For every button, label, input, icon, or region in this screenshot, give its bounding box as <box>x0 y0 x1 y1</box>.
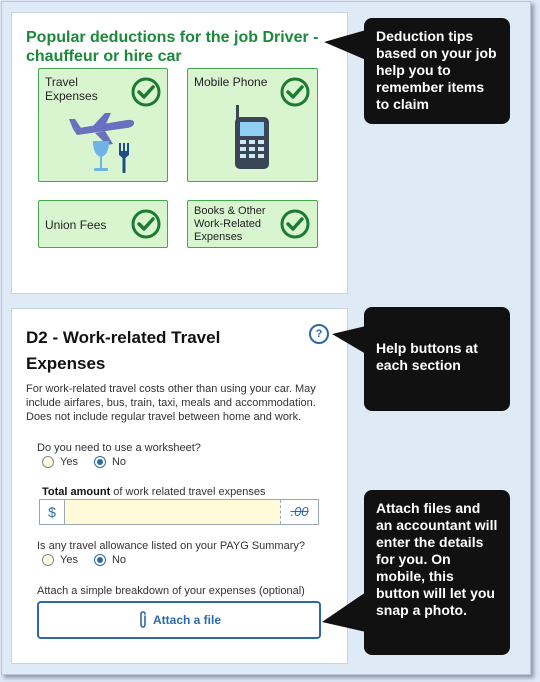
amount-input[interactable] <box>65 500 280 524</box>
paperclip-icon <box>137 611 149 629</box>
radio-label: Yes <box>60 554 78 566</box>
travel-icon <box>67 111 147 177</box>
worksheet-no-radio[interactable] <box>94 456 106 468</box>
callout-pointer <box>330 320 366 360</box>
check-icon <box>131 77 161 107</box>
attach-callout: Attach files and an accountant will enter the details for you. On mobile, this button will let you snap a photo. <box>364 490 510 655</box>
tile-union-fees[interactable] <box>38 200 168 248</box>
worksheet-options <box>42 456 142 468</box>
currency-symbol: $ <box>40 500 65 524</box>
tile-label: Travel Expenses <box>45 75 98 103</box>
tile-label: Mobile Phone <box>194 75 268 89</box>
tips-callout: Deduction tips based on your job help you to remember items to claim <box>364 18 510 124</box>
help-button[interactable]: ? <box>309 324 329 344</box>
worksheet-yes-radio[interactable] <box>42 456 54 468</box>
deductions-title: Popular deductions for the job Driver - chauffeur or hire car <box>26 29 319 65</box>
check-icon <box>280 209 310 239</box>
mobile-phone-icon <box>232 105 272 171</box>
callout-pointer <box>322 26 366 66</box>
tile-label: Books & Other Work-Related Expenses <box>194 205 266 243</box>
cents-field[interactable]: .00 <box>280 500 318 524</box>
allowance-options <box>42 554 142 566</box>
allowance-question: Is any travel allowance listed on your PAYG Summary? <box>37 540 305 552</box>
amount-label <box>42 486 266 498</box>
radio-label: Yes <box>60 456 78 468</box>
amount-label-rest: of work related travel expenses <box>110 486 266 498</box>
worksheet-question: Do you need to use a worksheet? <box>37 442 201 454</box>
allowance-no-radio[interactable] <box>94 554 106 566</box>
attach-button-label: Attach a file <box>152 613 221 627</box>
radio-label: No <box>111 554 127 566</box>
tile-label: Union Fees <box>45 218 107 232</box>
allowance-yes-radio[interactable] <box>42 554 54 566</box>
check-icon <box>280 77 310 107</box>
check-icon <box>131 209 161 239</box>
help-callout: Help buttons at each section <box>364 307 510 411</box>
tile-mobile-phone[interactable] <box>187 68 318 182</box>
radio-label: No <box>111 456 127 468</box>
section-title: D2 - Work-related Travel Expenses <box>26 328 221 373</box>
amount-field <box>39 499 319 525</box>
tile-books-work-related[interactable] <box>187 200 318 248</box>
callout-pointer <box>320 590 366 634</box>
attach-file-button[interactable] <box>37 601 321 639</box>
amount-label-bold: Total amount <box>42 486 111 498</box>
section-description: For work-related travel costs other than using your car. May include airfares, bus, train, taxi, meals and accommodation. Does not include regular travel between home and work. <box>26 383 316 423</box>
attach-label: Attach a simple breakdown of your expenses (optional) <box>37 585 305 597</box>
tile-travel-expenses[interactable] <box>38 68 168 182</box>
